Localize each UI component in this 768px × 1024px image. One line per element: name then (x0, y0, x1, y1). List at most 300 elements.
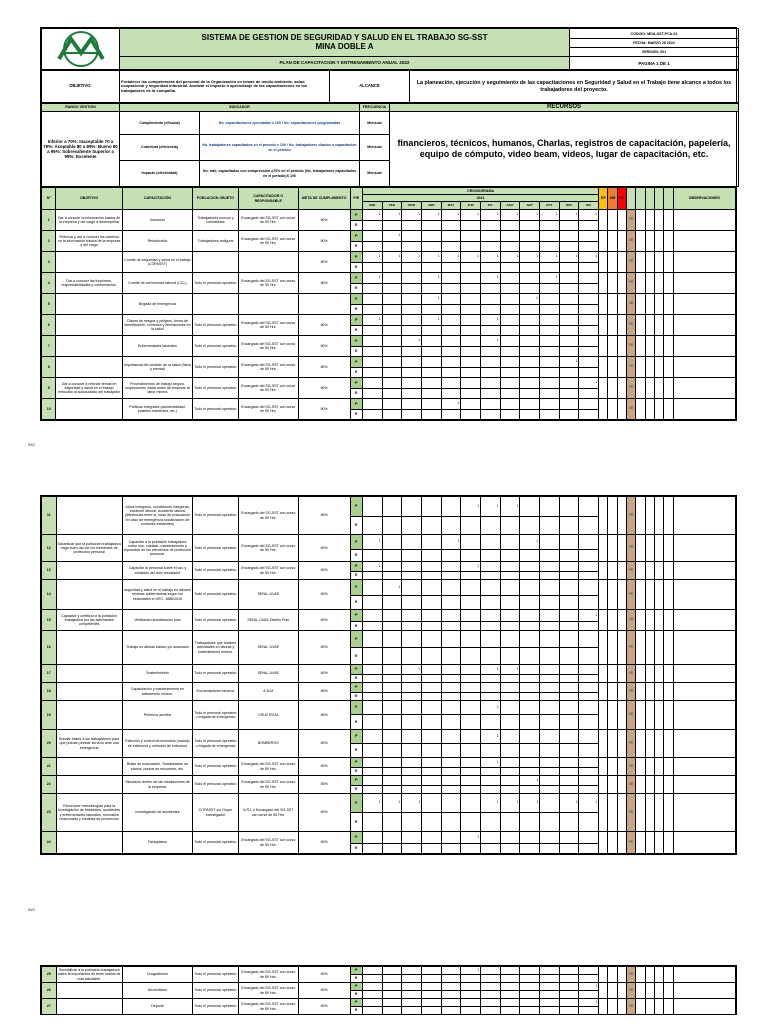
month-cell: 1 (520, 794, 540, 813)
status-cell (645, 535, 654, 562)
table-row (42, 580, 736, 596)
table-row (42, 562, 736, 572)
indicator-cell (599, 983, 608, 999)
month-cell (540, 730, 560, 744)
month-cell (441, 610, 461, 622)
month-cell (421, 399, 441, 410)
month-exec-cell (362, 410, 382, 420)
indicator-cell (599, 758, 608, 776)
indicator-cell (599, 231, 608, 252)
row-observaciones (673, 535, 735, 562)
status-cell (645, 683, 654, 701)
month-exec-cell (559, 326, 579, 336)
exec-marker: E (350, 648, 362, 665)
month-exec-cell (500, 221, 520, 231)
month-exec-cell (500, 675, 520, 683)
month-exec-cell (540, 263, 560, 273)
month-exec-cell (500, 813, 520, 832)
row-objetivo: Reforzar y dar a conocer los cambios en la información básica de la empresa y del cargo (56, 231, 122, 252)
month-cell (422, 701, 442, 715)
indicator-cell (608, 210, 617, 231)
month-cell: 1 (421, 315, 441, 326)
status-badge: PE (627, 730, 636, 758)
month-cell (363, 631, 383, 648)
month-cell (500, 562, 520, 572)
row-tema: Políticas integrales (accidentalidad, posibles incidentes, etc.) (122, 399, 192, 420)
month-exec-cell (559, 975, 579, 983)
indicator-cell (599, 378, 608, 399)
month-exec-cell (382, 975, 402, 983)
month-cell (441, 294, 461, 305)
row-meta: 80% (298, 701, 350, 730)
month-cell (520, 399, 540, 410)
month-exec-cell (461, 242, 481, 252)
month-exec-cell (441, 347, 461, 357)
status-cell (655, 231, 664, 252)
month-exec-cell (579, 813, 599, 832)
table-row (42, 730, 736, 744)
status-cell (645, 336, 654, 357)
month-exec-cell (559, 622, 579, 631)
ind-name: Impacto (efectividad) (120, 161, 200, 187)
month-exec-cell (363, 550, 383, 562)
month-abr: ABR (421, 202, 441, 210)
row-capacitador: CRUZ ROJA (238, 701, 298, 730)
row-observaciones (673, 378, 735, 399)
month-exec-cell (579, 389, 599, 399)
month-exec-cell (579, 347, 599, 357)
status-cell (636, 832, 645, 854)
month-cell (579, 562, 599, 572)
month-exec-cell (520, 221, 540, 231)
row-number: 18 (42, 683, 57, 701)
month-exec-cell (540, 221, 560, 231)
plan-marker: P (350, 562, 362, 572)
month-cell (382, 315, 402, 326)
exec-marker: E (350, 284, 362, 294)
month-exec-cell (461, 517, 481, 535)
plan-marker: P (350, 983, 362, 991)
month-exec-cell (421, 389, 441, 399)
month-exec-cell (363, 675, 383, 683)
row-poblacion: Todo el personal operativo (193, 399, 239, 420)
month-cell (540, 580, 560, 596)
month-exec-cell (402, 263, 422, 273)
exec-marker: E (350, 693, 362, 701)
plan-marker: P (350, 776, 362, 786)
month-cell (559, 580, 579, 596)
month-exec-cell (481, 1007, 501, 1015)
month-exec-cell (382, 1007, 402, 1015)
table-row (42, 631, 736, 648)
month-exec-cell (461, 813, 481, 832)
col-ec: EC (617, 188, 626, 210)
month-cell (363, 758, 383, 768)
indicator-cell (608, 683, 617, 701)
row-tema: Ventilación socialización plan (122, 610, 192, 631)
month-cell (402, 562, 422, 572)
row-tema: Comité de convivencia laboral (CCL) (122, 273, 192, 294)
month-cell (441, 730, 461, 744)
status-cell (636, 231, 645, 252)
month-exec-cell (441, 263, 461, 273)
exec-marker: E (350, 975, 362, 983)
row-poblacion (193, 252, 239, 273)
month-cell (382, 730, 402, 744)
table-row (42, 497, 736, 517)
month-cell: 1 (362, 252, 382, 263)
month-cell (481, 357, 501, 368)
month-cell (520, 631, 540, 648)
month-cell (421, 357, 441, 368)
indicator-cell (599, 730, 608, 758)
month-jun: JUN (461, 202, 481, 210)
month-exec-cell (363, 622, 383, 631)
month-nov: NOV (559, 202, 579, 210)
status-cell (655, 357, 664, 378)
month-cell (422, 610, 442, 622)
month-exec-cell (402, 347, 422, 357)
h-indicador: INDICADOR (120, 104, 360, 112)
month-cell (363, 683, 383, 693)
month-exec-cell (422, 715, 442, 730)
status-cell (654, 701, 663, 730)
month-exec-cell (441, 648, 461, 665)
status-badge: PE (627, 336, 636, 357)
col-poblacion: POBLACION OBJETO (193, 188, 239, 210)
indicator-cell (599, 794, 608, 832)
exec-marker: E (350, 768, 362, 776)
status-cell (636, 730, 645, 758)
month-cell (402, 701, 422, 715)
status-cell (664, 273, 673, 294)
month-exec-cell (481, 389, 501, 399)
month-cell (382, 701, 402, 715)
row-capacitador: SENA- UVAE (238, 580, 298, 610)
indicator-cell (599, 252, 608, 273)
indicator-cell (608, 665, 617, 683)
month-cell: 1 (421, 273, 441, 284)
status-cell (636, 701, 645, 730)
month-exec-cell (363, 975, 383, 983)
month-exec-cell (441, 305, 461, 315)
month-exec-cell (461, 389, 481, 399)
month-exec-cell (540, 410, 560, 420)
row-tema: Rutas de evacuación. Socialización de planos, puntos de encuentro, etc. (122, 758, 192, 776)
month-cell (441, 497, 461, 517)
plan-marker: P (350, 999, 362, 1007)
row-tema: Capacitación y mantenimiento en salvamento minero. (122, 683, 192, 701)
row-poblacion: Todo el personal operativo (193, 610, 239, 631)
month-cell (540, 631, 560, 648)
plan-marker: P (350, 701, 362, 715)
month-exec-cell (520, 991, 540, 999)
status-col-head (636, 188, 645, 210)
month-exec-cell (441, 715, 461, 730)
row-tema: Procedimientos de trabajo seguro, inspecciones inicial antes de empezar la labor minera (122, 378, 192, 399)
table-row (42, 683, 736, 693)
exec-marker: E (350, 596, 362, 610)
month-cell (500, 610, 520, 622)
month-exec-cell (363, 768, 383, 776)
row-number: 14 (42, 580, 57, 610)
month-exec-cell (579, 975, 599, 983)
month-cell (579, 580, 599, 596)
month-cell (421, 231, 441, 242)
month-cell (382, 399, 402, 410)
row-meta: 80% (298, 399, 350, 420)
row-number: 4 (42, 273, 56, 294)
row-poblacion: Todo el personal operativo (193, 273, 239, 294)
month-mar: MAR (402, 202, 422, 210)
month-exec-cell (579, 263, 599, 273)
exec-marker: E (350, 410, 362, 420)
month-exec-cell (382, 744, 402, 758)
row-number: 10 (42, 399, 56, 420)
month-exec-cell (402, 326, 422, 336)
row-observaciones (673, 794, 735, 832)
month-cell: 1 (481, 252, 501, 263)
row-capacitador: Encargado del SG-SST con curso de 50 Hrs. (238, 832, 298, 854)
month-exec-cell (520, 768, 540, 776)
indicator-cell (617, 776, 626, 794)
month-cell (382, 357, 402, 368)
month-exec-cell (481, 596, 501, 610)
row-number: 17 (42, 665, 57, 683)
row-observaciones (673, 999, 735, 1015)
row-capacitador: BOMBEROS (238, 730, 298, 758)
month-exec-cell (500, 368, 520, 378)
month-exec-cell (363, 572, 383, 580)
month-exec-cell (559, 410, 579, 420)
month-exec-cell (422, 975, 442, 983)
month-cell (441, 967, 461, 975)
row-objetivo (56, 776, 122, 794)
row-capacitador: Encargado del SG-SST con curso de 50 Hrs. (238, 967, 298, 983)
status-cell (645, 983, 654, 999)
exec-marker: E (350, 389, 362, 399)
row-objetivo (56, 631, 122, 665)
month-cell (520, 378, 540, 389)
month-exec-cell (441, 991, 461, 999)
month-exec-cell (500, 715, 520, 730)
table-row (42, 701, 736, 715)
status-cell (664, 535, 673, 562)
indicator-cell (608, 399, 617, 420)
month-exec-cell (421, 368, 441, 378)
month-cell (363, 701, 383, 715)
month-exec-cell (579, 284, 599, 294)
month-exec-cell (441, 221, 461, 231)
month-cell (579, 294, 599, 305)
month-exec-cell (481, 768, 501, 776)
month-cell: 1 (461, 967, 481, 975)
month-cell (382, 562, 402, 572)
month-cell (559, 497, 579, 517)
month-cell (422, 580, 442, 596)
status-col-head (645, 188, 654, 210)
month-exec-cell (481, 242, 501, 252)
indicator-cell (599, 273, 608, 294)
month-cell (422, 497, 442, 517)
month-cell (579, 730, 599, 744)
row-observaciones (673, 832, 735, 854)
exec-marker: E (350, 517, 362, 535)
row-number: 25 (42, 967, 57, 983)
indicator-cell (599, 315, 608, 336)
status-badge: PE (627, 315, 636, 336)
row-objetivo (56, 832, 122, 854)
month-cell: 1 (500, 497, 520, 517)
month-cell (363, 967, 383, 975)
month-exec-cell (382, 715, 402, 730)
exec-marker: E (350, 844, 362, 854)
status-cell (654, 730, 663, 758)
status-cell (645, 399, 654, 420)
month-cell: 1 (481, 758, 501, 768)
row-number: 20 (42, 730, 57, 758)
exec-marker: E (350, 550, 362, 562)
month-exec-cell (481, 813, 501, 832)
month-cell (461, 999, 481, 1007)
month-cell (402, 967, 422, 975)
month-exec-cell (402, 389, 422, 399)
month-cell (382, 336, 402, 347)
fecha: FECHA: MARZO 28 2022 (570, 39, 739, 48)
plan-marker: P (350, 730, 362, 744)
month-exec-cell (559, 389, 579, 399)
month-cell (520, 336, 540, 347)
table-row (42, 610, 736, 622)
month-cell (382, 758, 402, 768)
month-cell (500, 730, 520, 744)
status-cell (636, 631, 645, 665)
cronograma-label: CRONOGRAMA (362, 188, 598, 195)
month-cell (540, 315, 560, 326)
month-cell (540, 832, 560, 844)
month-cell: 1 (520, 535, 540, 550)
month-exec-cell (579, 221, 599, 231)
row-meta: 80% (298, 665, 350, 683)
month-cell (461, 776, 481, 786)
cronograma-year: 2021 (362, 195, 598, 202)
row-tema: Importancia del cuidado de la salud (físico y mental) (122, 357, 192, 378)
month-exec-cell (461, 596, 481, 610)
month-exec-cell (362, 326, 382, 336)
month-exec-cell (402, 744, 422, 758)
month-cell (579, 665, 599, 675)
row-meta: 80% (298, 683, 350, 701)
month-exec-cell (441, 550, 461, 562)
table-row (42, 273, 736, 284)
month-cell (461, 231, 481, 242)
row-number: 16 (42, 631, 57, 665)
month-exec-cell (559, 786, 579, 794)
month-exec-cell (461, 1007, 481, 1015)
status-col-head (627, 188, 636, 210)
month-exec-cell (481, 675, 501, 683)
month-exec-cell (461, 572, 481, 580)
table-row (42, 776, 736, 786)
month-exec-cell (421, 242, 441, 252)
status-cell (664, 832, 673, 854)
month-cell (382, 378, 402, 389)
row-objetivo (56, 315, 122, 336)
month-exec-cell (540, 844, 560, 854)
month-exec-cell (579, 517, 599, 535)
month-exec-cell (540, 768, 560, 776)
month-cell (363, 999, 383, 1007)
month-exec-cell (559, 263, 579, 273)
row-objetivo (56, 562, 122, 580)
month-cell: 1 (421, 252, 441, 263)
status-badge: OK (627, 610, 636, 631)
col-ip: I/M (608, 188, 617, 210)
month-exec-cell (520, 844, 540, 854)
row-objetivo (56, 701, 122, 730)
status-cell (636, 252, 645, 273)
month-exec-cell (579, 786, 599, 794)
exec-marker: E (350, 572, 362, 580)
month-exec-cell (422, 844, 442, 854)
status-cell (664, 210, 673, 231)
row-observaciones (673, 294, 735, 315)
month-cell (481, 294, 501, 305)
table-row (42, 832, 736, 844)
row-poblacion: Todo el personal operativo (193, 580, 239, 610)
month-exec-cell (481, 347, 501, 357)
col-pe: P/E (350, 188, 362, 210)
month-exec-cell (481, 550, 501, 562)
row-number: 12 (42, 535, 57, 562)
row-meta: 80% (298, 983, 350, 999)
month-cell (441, 701, 461, 715)
month-cell (481, 999, 501, 1007)
month-cell: 1 (481, 730, 501, 744)
row-tema: Primeros auxilios (122, 701, 192, 730)
row-meta: 80% (298, 336, 350, 357)
table-row (42, 399, 736, 410)
indicator-cell (599, 399, 608, 420)
month-cell: 1 (362, 315, 382, 326)
status-cell (664, 336, 673, 357)
month-exec-cell (579, 326, 599, 336)
indicator-cell (617, 210, 626, 231)
status-cell (664, 794, 673, 832)
month-exec-cell (441, 675, 461, 683)
month-exec-cell (382, 622, 402, 631)
indicator-cell (608, 983, 617, 999)
row-tema: Deporte (122, 999, 192, 1015)
month-cell (422, 535, 442, 550)
plan-marker: P (350, 336, 362, 347)
month-cell (422, 665, 442, 675)
row-capacitador (238, 294, 298, 315)
month-exec-cell (579, 768, 599, 776)
month-cell (481, 832, 501, 844)
row-objetivo (56, 999, 122, 1015)
version: VERSIÓN: 001 (570, 48, 739, 57)
month-cell (362, 231, 382, 242)
row-capacitador: Encargado del SG-SST con curso de 50 Hrs. (238, 357, 298, 378)
month-cell: 1 (579, 983, 599, 991)
month-cell (402, 231, 422, 242)
status-cell (654, 580, 663, 610)
row-tema: Extinción y control de incendios (manejo de extintores y métodos de extinción) (122, 730, 192, 758)
plan-marker: P (350, 535, 362, 550)
month-cell (362, 357, 382, 368)
status-cell (654, 794, 663, 832)
